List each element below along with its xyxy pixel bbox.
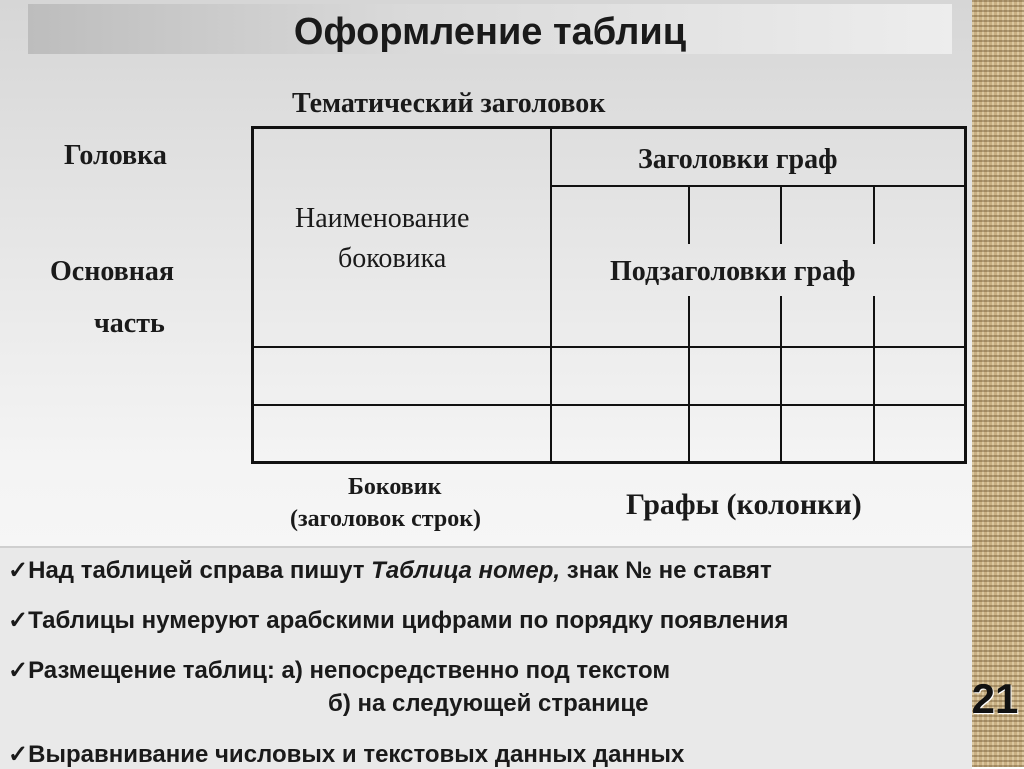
head-body-divider xyxy=(253,346,965,348)
check-icon: ✓ xyxy=(8,657,29,684)
bullet-text-italic: Таблица номер, xyxy=(371,557,561,584)
row-divider xyxy=(253,404,965,406)
stub-label-line2: (заголовок строк) xyxy=(290,506,482,532)
bullet-text: Размещение таблиц: а) непосредственно под текстом xyxy=(28,657,671,684)
stub-name-line1: Наименование xyxy=(295,203,470,234)
page-number: 21 xyxy=(971,675,1019,722)
subcolumn-divider xyxy=(688,296,690,463)
subcolumn-divider xyxy=(688,186,690,244)
bullet-text: Таблицы нумеруют арабскими цифрами по порядку появления xyxy=(28,607,789,634)
columns-label: Графы (колонки) xyxy=(626,488,862,521)
slide-title: Оформление таблиц xyxy=(293,11,687,53)
subcolumn-divider xyxy=(873,186,875,244)
bullet-text: Выравнивание числовых и текстовых данных данных xyxy=(28,741,685,768)
bullet-text: Над таблицей справа пишут xyxy=(28,557,372,584)
subcolumn-divider xyxy=(873,296,875,463)
stub-label-line1: Боковик xyxy=(348,474,442,500)
subcolumn-divider xyxy=(780,186,782,244)
main-part-label-line1: Основная xyxy=(50,256,175,287)
column-subheaders-label: Подзаголовки граф xyxy=(610,256,856,287)
table-frame xyxy=(251,126,967,464)
check-icon: ✓ xyxy=(8,741,29,768)
bullet-item xyxy=(8,606,789,635)
thematic-header-label: Тематический заголовок xyxy=(292,88,606,119)
bullet-item xyxy=(8,656,670,685)
head-label: Головка xyxy=(64,140,167,171)
stub-divider xyxy=(550,127,552,463)
bullet-text: знак № не ставят xyxy=(560,557,772,584)
column-header-divider xyxy=(551,185,965,187)
bullet-continuation: б) на следующей странице xyxy=(328,690,649,717)
column-headers-label: Заголовки граф xyxy=(638,144,838,175)
bullet-item xyxy=(8,556,772,585)
bullet-item xyxy=(8,740,684,769)
check-icon: ✓ xyxy=(8,557,29,584)
burlap-side-border xyxy=(972,0,1024,767)
check-icon: ✓ xyxy=(8,607,29,634)
stub-name-line2: боковика xyxy=(338,243,447,274)
main-part-label-line2: часть xyxy=(94,308,165,339)
subcolumn-divider xyxy=(780,296,782,463)
